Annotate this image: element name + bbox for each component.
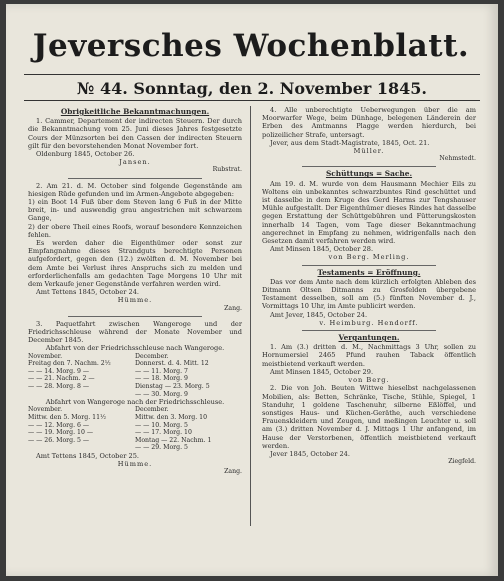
table-cell: Dienstag — 23. Morg. 5 [135, 383, 210, 391]
table-cell [28, 391, 135, 399]
table-cell: Mittw. den 3. Morg. 10 [135, 414, 208, 422]
date-line: Jever 1845, October 24. [270, 449, 350, 458]
table-cell: — — 29. Morg. 5 [135, 444, 188, 452]
table-cell: — — 19. Morg. 10 — [28, 429, 94, 437]
newspaper-page [6, 4, 498, 576]
date-line: Amt Tettens 1845, October 24. [36, 288, 140, 297]
signature-secondary: Rubstrat. [212, 166, 242, 174]
signature: Hümme. [117, 296, 153, 305]
table-cell: December. [135, 406, 169, 414]
paragraph: 1. Am (3.) dritten d. M., Nachmittags 3 Uhr, sollen zu Hornumersiel 2465 Pfund rauhen Taback öffentlich meistbietend verkauft werden. [262, 343, 476, 368]
table-cell: — — 28. Morg. 8 — [28, 383, 90, 391]
table-cell [28, 444, 135, 452]
masthead-title: Jeversches Wochenblatt. [32, 28, 470, 64]
table-cell: — — 11. Morg. 7 [135, 367, 188, 375]
paragraph: Das vor dem Amte nach dem kürzlich erfolgten Ableben des Ditmann Oltsen Ditmanns zu Grosfelden übergebene Testament desselben, soll am (5.) fünften November d. J., Vormittags 10 Uhr, im Amte publicirt werden. [262, 277, 476, 311]
signature: Müller. [353, 147, 385, 156]
signature-secondary: Zang. [224, 304, 242, 312]
table-cell: — — 17. Morg. 10 [135, 429, 192, 437]
table-heading: Abfahrt von der Friedrichsschleuse nach Wangeroge. [45, 344, 225, 353]
date-line: Amt Tettens 1845, October 25. [36, 452, 140, 461]
table-cell: — — 14. Morg. 9 — [28, 367, 90, 375]
date-line: Jever, aus dem Stadt-Magistrate, 1845, Oct. 21. [270, 138, 430, 147]
date-line: Amt Jever, 1845, October 24. [270, 310, 368, 319]
section-heading: Vergantungen. [338, 333, 400, 343]
table-cell: — — 26. Morg. 5 — [28, 436, 90, 444]
table-cell: November. [28, 352, 63, 360]
schedule-table-2 [28, 406, 242, 452]
paragraph: 4. Alle unberechtigte Ueberwegungen über die am Moorwarfer Wege, beim Dünhage, belegenen Länderein der Erben des Amtmanns Plagge werden hierdurch, bei polizeilicher Strafe, untersagt. [262, 106, 476, 139]
section-heading: Obrigkeitliche Bekanntmachungen. [60, 107, 210, 116]
table-cell: — — 21. Nachm. 2 — [28, 375, 95, 383]
table-cell: November. [28, 406, 63, 414]
masthead-rule-top [24, 74, 480, 75]
left-column [28, 106, 242, 477]
signature: Hümme. [117, 460, 153, 469]
paragraph: 2. Am 21. d. M. October sind folgende Gegenstände am hiesigen Rüde gefunden und im Armen-Angebote abgegeben: [28, 181, 242, 198]
table-cell: — — 18. Morg. 9 [135, 375, 188, 383]
table-cell: Mittw. den 5. Morg. 11½ [28, 414, 107, 422]
table-cell: Freitag den 7. Nachm. 2½ [28, 360, 111, 368]
section-heading: Schüttungs = Sache. [325, 169, 413, 179]
date-line: Amt Minsen 1845, October 29. [270, 367, 374, 376]
table-cell: — — 12. Morg. 6 — [28, 421, 90, 429]
separator [68, 316, 202, 317]
signature: v. Heimburg. Hendorff. [319, 318, 419, 327]
signature: Jansen. [119, 158, 151, 167]
paragraph: Am 19. d. M. wurde von dem Hausmann Mechier Eils zu Woltens ein unbekanntes schwarzbuntes Rind geschüttet und ist dasselbe in dem Kruge des Gerd Harms zur Tengshauser Mühle aufgestallt. Der Eigenthümer dieses Rindes hat dasselbe gegen Erstattung der Schüttgebühren und Fütterungskosten innerhalb 14 Tagen, vom Tage dieser Bekanntmachung angerechnet in Empfang zu nehmen, widrigenfalls nach den Gesetzen damit verfahren werden wird. [262, 179, 476, 246]
separator [302, 166, 436, 167]
table-heading: Abfahrt von Wangeroge nach der Friedrichsschleuse. [45, 398, 225, 407]
section-heading: Testaments = Eröffnung. [317, 267, 421, 277]
signature-secondary: Nehmstedt. [439, 155, 476, 163]
schedule-table-1 [28, 353, 242, 399]
separator [302, 265, 436, 266]
table-cell: Donnerst. d. 4. Mitt. 12 [135, 360, 209, 368]
right-column [262, 106, 476, 466]
separator [68, 178, 202, 179]
masthead-rule-bottom [24, 100, 480, 101]
signature: Ziegfeld. [448, 458, 476, 466]
date-line: Amt Minsen 1845, October 28. [270, 245, 374, 254]
table-cell: — — 30. Morg. 9 [135, 390, 188, 398]
column-divider [250, 106, 251, 526]
signature: von Berg. [348, 376, 390, 385]
table-cell: Montag — 22. Nachm. 1 [135, 436, 212, 444]
paragraph: Es werden daher die Eigenthümer oder sonst zur Empfangnahme dieses Strandguts berechtigte Personen aufgefordert, gegen den (12.) zwölften d. M. November bei dem Amte bei Verlust ihres Anspruchs sich zu melden und erforderlichenfalls am gedachten Tage Morgens 10 Uhr mit dem Verkaufe jener Gegenstände verfahren werden wird. [28, 239, 242, 289]
paragraph: 3. Paquetfahrt zwischen Wangeroge und der Friedrichsschleuse während der Monate November und December 1845. [28, 319, 242, 345]
signature: von Berg. Merling. [328, 253, 410, 262]
paragraph: 1) ein Boot 14 Fuß über dem Steven lang 6 Fuß in der Mitte breit, in- und auswendig grau angestrichen mit schwarzem Gange, [28, 198, 242, 223]
paragraph: 1. Cammer, Departement der indirecten Steuern. Der durch die Bekanntmachung vom 25. Juni dieses Jahres festgesetzte Cours der Münzsorten bei den Cassen der indirecten Steuern gilt für den bevorstehenden Monat November fort. [28, 117, 242, 150]
date-line: Oldenburg 1845, October 26. [36, 150, 135, 159]
table-cell: — — 10. Morg. 5 [135, 421, 188, 429]
separator [302, 330, 436, 331]
signature-secondary: Zang. [224, 468, 242, 476]
issue-line: № 44. Sonntag, den 2. November 1845. [77, 79, 427, 98]
paragraph: 2. Die von Joh. Beuten Wittwe hieselbst nachgelassenen Mobilien, als: Betten, Schränke, Tische, Stühle, Spiegel, 1 Standuhr, 1 goldene Taschenuhr, silberne Eßlöffel, und sonstiges Haus- und Küchen-Geräthe, auch verschiedene Frauenskleidern und Zeugen, und meßingen Leuchter u. soll am (3.) dritten November d. J. Mittags 1 Uhr anfangend, im Hause der Verstorbenen, öffentlich meistbietend verkauft werden. [262, 384, 476, 450]
paragraph: 2) der obere Theil eines Roofs, worauf besondere Kennzeichen fehlen. [28, 222, 242, 239]
table-cell: December. [135, 352, 169, 360]
